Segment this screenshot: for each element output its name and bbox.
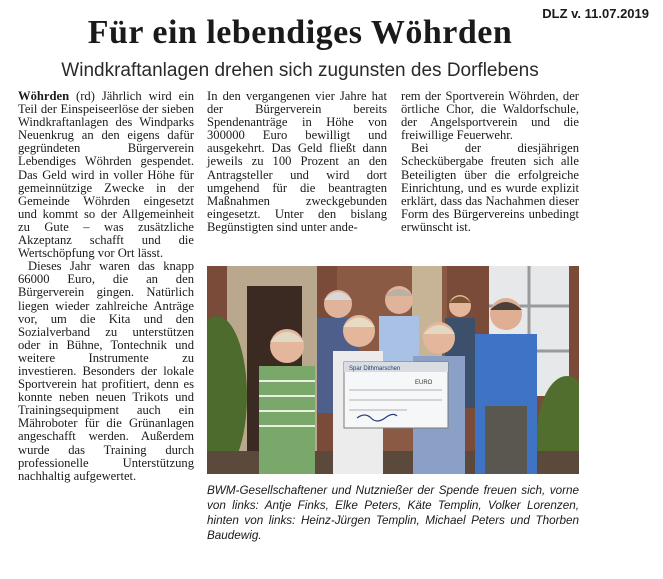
group-photo <box>207 266 579 474</box>
photo-illustration <box>207 266 579 474</box>
paragraph-4: rem der Sportverein Wöhrden, der örtliche Chor, die Waldorfschule, der Angelsportverein und die freiwillige Feuerwehr. <box>401 89 579 143</box>
paragraph-2: Dieses Jahr waren das knapp 66000 Euro, die an den Bürgerverein gingen. Natürlich liegen wieder zahlreiche Anträge vor, um die Kita und den Sozialverband zu unterstützen oder in Bühne, Tontechnik und weitere Instrumente zu investieren. Besonders der lokale Sportverein hat profitiert, denn es konnte neben neuen Trikots und Trainingsequipment auch ein Mähroboter für die Grünanlagen angeschafft werden. Außerdem wurde das Training durch professionelle Unterstützung nachhaltig aufgewertet. <box>18 259 194 483</box>
headline: Für ein lebendiges Wöhrden <box>87 14 513 51</box>
cheque-bank: Spar Dithmarschen <box>349 366 401 372</box>
source-label: DLZ v. 11.07.2019 <box>542 6 649 21</box>
subheadline: Windkraftanlagen drehen sich zugunsten des Dorflebens <box>61 60 539 81</box>
cheque-amount-label: EURO <box>415 380 433 386</box>
paragraph-5: Bei der diesjährigen Scheckübergabe freuten sich alle Beteiligten über die erfolgreiche Einrichtung, und es wurde explizit erklärt, dass das Nachahmen dieser Form des Bürgervereins unbedingt erwünscht ist. <box>401 141 579 234</box>
article-column-3 <box>401 90 579 234</box>
article-column-2 <box>207 90 387 234</box>
article-column-1 <box>18 90 194 483</box>
paragraph-1: (rd) Jährlich wird ein Teil der Einspeiseerlöse der sieben Windkraftanlagen des Windparks Neuenkrug an den eigens dafür gegründeten Bürgerverein Lebendiges Wöhrden gespendet. Das Geld wird in voller Höhe für gemeinnützige Zwecke in der Gemeinde Wöhrden eingesetzt und kommt so der Allgemeinheit zu Gute – was zusätzliche Akzeptanz schafft und die Wertschöpfung vor Ort lässt. <box>18 89 194 261</box>
paragraph-3: In den vergangenen vier Jahre hat der Bürgerverein bereits Spendenanträge in Höhe von 300000 Euro bewilligt und ausgekehrt. Das Geld fließt dann jeweils zu 100 Prozent an den Antragsteller und wird dort umgehend für die beantragten Maßnahmen zweckgebunden eingesetzt. Unter den bislang Begünstigten sind unter ande- <box>207 89 387 234</box>
photo-caption: BWM-Gesellschaftener und Nutznießer der Spende freuen sich, vorne von links: Antje Finks, Elke Peters, Käte Templin, Volker Lorenzen, hinten von links: Heinz-Jürgen Templin, Michael Peters und Thorben Baudewig. <box>207 484 579 542</box>
oversized-cheque <box>344 362 448 428</box>
dateline: Wöhrden <box>18 89 70 103</box>
